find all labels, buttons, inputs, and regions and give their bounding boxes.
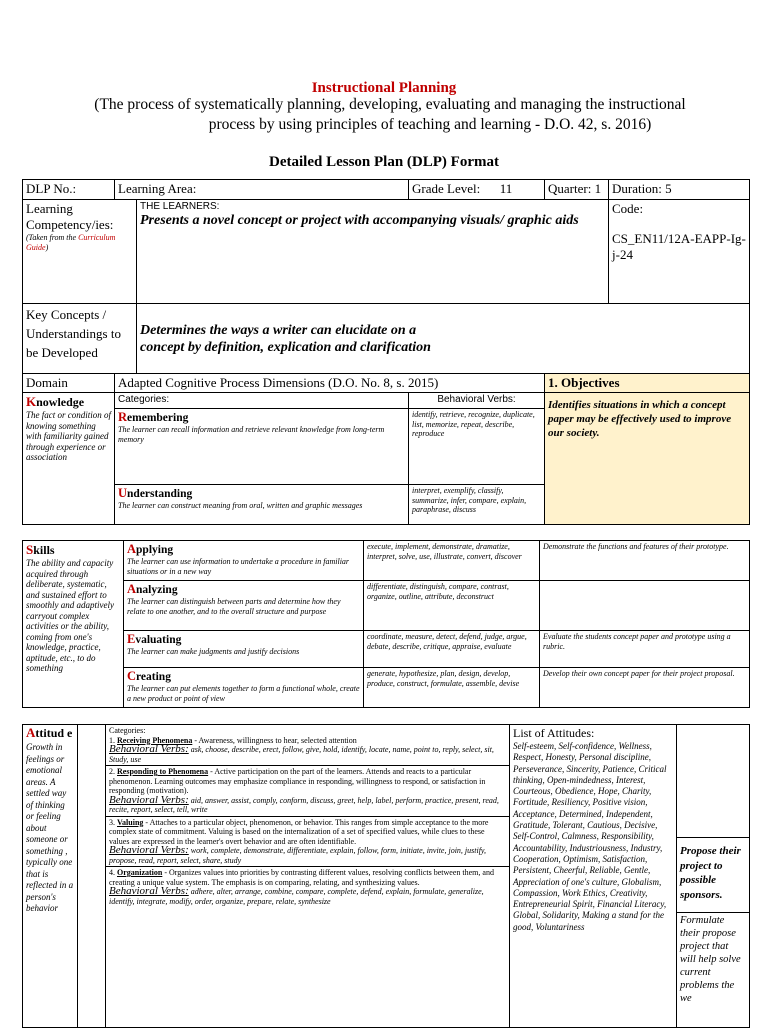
analyzing-desc: The learner can distinguish between parts and determine how they relate to one another, and to the overall structure and purpose — [127, 597, 341, 616]
attitude-row-1 — [23, 725, 750, 838]
evaluating-desc: The learner can make judgments and justify decisions — [127, 647, 300, 656]
creating-verbs: generate, hypothesize, plan, design, develop, produce, construct, formulate, assemble, devise — [364, 668, 540, 708]
domain-label: Domain — [23, 374, 115, 393]
applying-verbs: execute, implement, demonstrate, dramatize, interpret, solve, use, illustrate, convert, discover — [364, 541, 540, 581]
knowledge-domain-cell — [23, 393, 115, 525]
key-concepts-text-cell — [137, 304, 750, 374]
skills-title: Skills — [26, 542, 55, 557]
knowledge-objective-cell — [545, 393, 750, 525]
competency-row — [23, 200, 750, 304]
attitude-categories-cell — [106, 725, 510, 1028]
attitude-objective-1: Propose their project to possible sponsors. — [680, 845, 741, 901]
attitude-spacer-cell — [78, 725, 106, 1028]
remembering-verbs: identify, retrieve, recognize, duplicate, list, memorize, repeat, describe, reproduce — [409, 409, 545, 485]
attitude-verbs-3: Behavioral Verbs: work, complete, demonstrate, differentiate, explain, follow, form, initiate, invite, join, justify, propose, read, report, select, share, study — [109, 844, 487, 865]
remembering-cell — [115, 409, 409, 485]
applying-objective: Demonstrate the functions and features of their prototype. — [540, 541, 750, 581]
analyzing-row — [23, 581, 750, 631]
creating-row — [23, 668, 750, 708]
attitude-domain-cell — [23, 725, 78, 1028]
attitudes-list-text: Self-esteem, Self-confidence, Wellness, Respect, Honesty, Personal discipline, Perseverance, Sincerity, Patience, Critical thinking, Open-mindedness, Interest, Courteous, Obedience, Hope, Charity, Fortitude, Resiliency, Positive vision, Acceptance, Determined, Independent, Gratitude, Tolerant, Cautious, Decisive, Self-Control, Calmness, Responsibility, Accountability, Industriousness, Industry, Cooperation, Optimism, Satisfaction, Persistent, Cheerful, Reliable, Gentle, Appreciation of one's culture, Globalism, Compassion, Work Ethics, Creativity, Entrepreneurial Spirit, Financial Literacy, Global, Solidarity, Making a stand for the good, Voluntariness — [513, 741, 667, 932]
attitude-valuing-block — [106, 816, 509, 867]
applying-row — [23, 541, 750, 581]
evaluating-cell — [124, 631, 364, 668]
key-concepts-text: Determines the ways a writer can elucidate on a concept by definition, explication and clarification — [140, 323, 431, 355]
duration-cell: Duration: 5 — [609, 180, 750, 200]
domain-header-row — [23, 374, 750, 393]
attitude-table — [22, 724, 750, 1028]
creating-title: Creating — [127, 669, 171, 683]
analyzing-objective — [540, 581, 750, 631]
knowledge-objective: Identifies situations in which a concept paper may be effectively used to improve our society. — [548, 399, 732, 439]
understanding-desc: The learner can construct meaning from oral, written and graphic messages — [118, 501, 363, 510]
grade-level-cell — [409, 180, 545, 200]
planning-subtitle-line1: (The process of systematically planning, developing, evaluating and managing the instructional — [94, 96, 686, 113]
remembering-desc: The learner can recall information and retrieve relevant knowledge from long-term memory — [118, 425, 385, 444]
analyzing-verbs: differentiate, distinguish, compare, contrast, organize, outline, attribute, deconstruct — [364, 581, 540, 631]
attitude-item-1: 1. Receiving Phenomena - Awareness, willingness to hear, selected attention — [109, 735, 357, 745]
quarter-cell: Quarter: 1 — [545, 180, 609, 200]
code-cell — [609, 200, 750, 304]
attitude-objective-empty — [677, 725, 750, 838]
remembering-title: Remembering — [118, 410, 189, 424]
skills-domain-cell — [23, 541, 124, 708]
attitude-objective-1-cell — [677, 838, 750, 913]
attitude-verbs-4: Behavioral Verbs: adhere, alter, arrange, combine, compare, complete, defend, explain, formulate, generalize, identify, integrate, modify, order, organize, prepare, relate, synthesize — [109, 885, 484, 906]
evaluating-row — [23, 631, 750, 668]
attitude-verbs-2: Behavioral Verbs: aid, answer, assist, comply, conform, discuss, greet, help, label, perform, practice, present, read, recite, report, select, tell, write — [109, 793, 499, 814]
understanding-verbs: interpret, exemplify, classify, summarize, infer, compare, explain, paraphrase, discuss — [409, 485, 545, 525]
knowledge-header-row — [23, 393, 750, 409]
attitude-item-2: 2. Responding to Phenomena - Active participation on the part of the learners. Attends and reacts to a particular phenomenon. Learning outcomes may emphasize compliance in responding, willingness to respond, or satisfaction in responding (motivation). — [109, 767, 486, 795]
creating-objective: Develop their own concept paper for their project proposal. — [540, 668, 750, 708]
dlp-table-main — [22, 179, 750, 525]
evaluating-title: Evaluating — [127, 632, 182, 646]
planning-title: Instructional Planning — [311, 80, 457, 96]
code-label: Code: — [612, 201, 644, 216]
objectives-label: 1. Objectives — [545, 374, 750, 393]
knowledge-verbs-label: Behavioral Verbs: — [409, 393, 545, 409]
attitude-objective-2-cell — [677, 913, 750, 1028]
analyzing-cell — [124, 581, 364, 631]
attitude-responding-block — [106, 765, 509, 816]
attitude-organization-block — [106, 866, 509, 907]
planning-subtitle-line2: process by using principles of teaching and learning - D.O. 42, s. 2016) — [208, 116, 652, 133]
applying-cell — [124, 541, 364, 581]
key-concepts-label: Key Concepts / Understandings to be Developed — [23, 304, 137, 374]
analyzing-title: Analyzing — [127, 582, 178, 596]
attitude-desc: Growth in feelings or emotional areas. A settled way of thinking or feeling about someone or something , typically one that is reflected in a person's behavior — [26, 742, 74, 913]
knowledge-desc: The fact or condition of knowing something with familiarity gained through experience or association — [26, 410, 111, 462]
understanding-cell — [115, 485, 409, 525]
dimensions-label: Adapted Cognitive Process Dimensions (D.O. No. 8, s. 2015) — [115, 374, 545, 393]
attitude-verbs-1: Behavioral Verbs: ask, choose, describe, erect, follow, give, hold, identify, locate, name, point to, reply, select, sit, Study, use — [109, 743, 494, 764]
dlp-format-title: Detailed Lesson Plan (DLP) Format — [269, 154, 499, 170]
evaluating-verbs: coordinate, measure, detect, defend, judge, argue, debate, describe, critique, appraise, evaluate — [364, 631, 540, 668]
code-value: CS_EN11/12A-EAPP-Ig-j-24 — [612, 231, 746, 262]
attitude-title: Attitud e — [26, 725, 73, 740]
dlp-info-row — [23, 180, 750, 200]
key-concepts-row — [23, 304, 750, 374]
competency-text: Presents a novel concept or project with accompanying visuals/ graphic aids — [140, 213, 579, 228]
grade-level-label: Grade Level: — [412, 181, 481, 196]
knowledge-categories-label: Categories: — [115, 393, 409, 409]
attitude-item-4: 4. Organization - Organizes values into priorities by contrasting different values, resolving conflicts between them, and creating a unique value system. The emphasis is on comparing, relating, and synthesizing values. — [109, 868, 494, 887]
learning-area-cell: Learning Area: — [115, 180, 409, 200]
competency-label-cell — [23, 200, 137, 304]
competency-label: Learning Competency/ies: — [26, 201, 114, 232]
curriculum-guide-text: Curriculum Guide — [26, 233, 116, 252]
grade-level-value: 11 — [499, 181, 513, 196]
knowledge-title: Knowledge — [26, 394, 85, 409]
attitude-item-3: 3. Valuing - Attaches to a particular object, phenomenon, or behavior. This ranges from simple acceptance to the more complex state of commitment. Valuing is based on the internalization of a set of specified values, while clues to these values are expressed in the learner's overt behavior and are often identifiable. — [109, 817, 489, 846]
creating-desc: The learner can put elements together to form a functional whole, create a new product or point of view — [127, 684, 360, 703]
applying-desc: The learner can use information to undertake a procedure in familiar situations or in a new way — [127, 557, 350, 576]
competency-text-cell — [137, 200, 609, 304]
competency-note: (Taken from the Curriculum Guide) — [26, 233, 116, 252]
creating-cell — [124, 668, 364, 708]
skills-table — [22, 540, 750, 708]
attitudes-list-cell — [510, 725, 677, 1028]
attitude-categories-block — [106, 725, 509, 765]
dlp-no-cell: DLP No.: — [23, 180, 115, 200]
evaluating-objective: Evaluate the students concept paper and prototype using a rubric. — [540, 631, 750, 668]
learners-label: THE LEARNERS: — [140, 201, 220, 212]
understanding-title: Understanding — [118, 486, 193, 500]
attitude-objective-2: Formulate their propose project that will help solve current problems the we — [680, 915, 741, 1004]
skills-desc: The ability and capacity acquired through deliberate, systematic, and sustained effort to smoothly and adaptively carryout complex activities or the ability, coming from one's knowledge, practice, aptitude, etc., to do something — [26, 558, 114, 673]
applying-title: Applying — [127, 542, 174, 556]
attitude-categories-label: Categories: — [109, 726, 146, 735]
attitudes-list-label: List of Attitudes: — [513, 726, 595, 740]
